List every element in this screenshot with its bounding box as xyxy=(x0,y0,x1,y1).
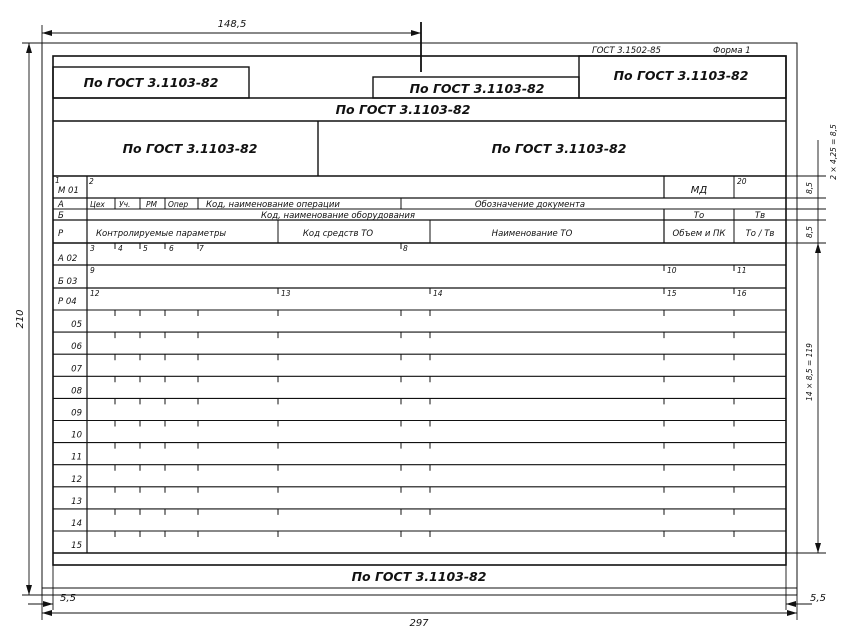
form-label: Форма 1 xyxy=(713,46,751,56)
cell-7: 7 xyxy=(199,244,204,253)
ref-block-center: По ГОСТ 3.1103-82 xyxy=(409,81,545,96)
cell-12: 12 xyxy=(90,289,100,298)
cell-8: 8 xyxy=(403,244,408,253)
row-label-m01: М 01 xyxy=(58,186,79,196)
ref-big-left: По ГОСТ 3.1103-82 xyxy=(122,141,258,156)
col-kontrol: Контролируемые параметры xyxy=(96,229,227,239)
dim-right-margin: 5,5 xyxy=(810,593,826,604)
col-oper: Опер xyxy=(168,200,189,209)
row-number-label: 13 xyxy=(71,496,82,507)
col-tv: Тв xyxy=(754,211,766,221)
cell-1: 1 xyxy=(55,176,60,185)
cell-4: 4 xyxy=(118,244,123,253)
cell-11: 11 xyxy=(737,266,747,275)
row-label-r04: Р 04 xyxy=(58,297,77,307)
row-label-a02: А 02 xyxy=(58,254,78,264)
row-number-label: 07 xyxy=(71,364,82,375)
row-number-label: 06 xyxy=(71,342,82,353)
row-number-label: 12 xyxy=(71,474,82,485)
cell-20: 20 xyxy=(737,177,747,186)
col-obem: Объем и ПК xyxy=(672,229,726,239)
row-number-label: 14 xyxy=(71,519,82,529)
md-label: МД xyxy=(690,185,708,196)
cell-3: 3 xyxy=(90,244,95,253)
std-header: ГОСТ 3.1502-85 xyxy=(592,46,661,56)
row-number-label: 08 xyxy=(71,386,82,397)
col-kod-obor: Код, наименование оборудования xyxy=(261,211,415,221)
row-number-label: 10 xyxy=(71,430,82,441)
ref-block-right: По ГОСТ 3.1103-82 xyxy=(613,68,749,83)
col-rm: РМ xyxy=(146,200,157,209)
cell-6: 6 xyxy=(169,244,174,253)
row-number-label: 05 xyxy=(71,320,82,331)
row-number-label: 15 xyxy=(71,541,82,552)
col-naim-to: Наименование ТО xyxy=(491,229,573,239)
cell-9: 9 xyxy=(90,266,95,275)
ref-big-right: По ГОСТ 3.1103-82 xyxy=(491,141,627,156)
dim-top-width: 148,5 xyxy=(217,19,247,30)
cell-14: 14 xyxy=(433,289,443,298)
ref-block-left: По ГОСТ 3.1103-82 xyxy=(83,75,219,90)
cell-13: 13 xyxy=(281,289,291,298)
ref-strip: По ГОСТ 3.1103-82 xyxy=(335,102,471,117)
cell-10: 10 xyxy=(667,266,677,275)
row-label-a: А xyxy=(58,200,64,210)
row-label-r: Р xyxy=(58,229,64,239)
row-number-label: 09 xyxy=(71,408,82,419)
col-uch: Уч. xyxy=(119,200,131,209)
cell-15: 15 xyxy=(667,289,677,298)
col-kod-sredstv: Код средств ТО xyxy=(302,229,374,239)
dim-right-a: 8,5 xyxy=(805,182,814,194)
dim-left-margin: 5,5 xyxy=(60,593,76,604)
row-number-label: 11 xyxy=(71,452,82,463)
dim-right-top: 2 × 4,25 = 8,5 xyxy=(829,124,838,180)
row-label-b: Б xyxy=(58,211,64,221)
cell-5: 5 xyxy=(143,244,148,253)
col-to-tv: То / Тв xyxy=(745,229,775,239)
cell-16: 16 xyxy=(737,289,747,298)
dim-left-height: 210 xyxy=(15,309,26,329)
col-ceh: Цех xyxy=(90,200,105,209)
dim-right-rows: 14 × 8,5 = 119 xyxy=(805,343,814,401)
dim-right-b: 8,5 xyxy=(805,226,814,238)
col-kod-oper: Код, наименование операции xyxy=(206,200,340,210)
col-oboznach: Обозначение документа xyxy=(474,200,586,210)
dim-bottom-width: 297 xyxy=(409,618,429,629)
col-to: То xyxy=(693,211,705,221)
cell-2: 2 xyxy=(89,177,94,186)
row-label-b03: Б 03 xyxy=(58,277,78,287)
ref-bottom: По ГОСТ 3.1103-82 xyxy=(351,569,487,584)
